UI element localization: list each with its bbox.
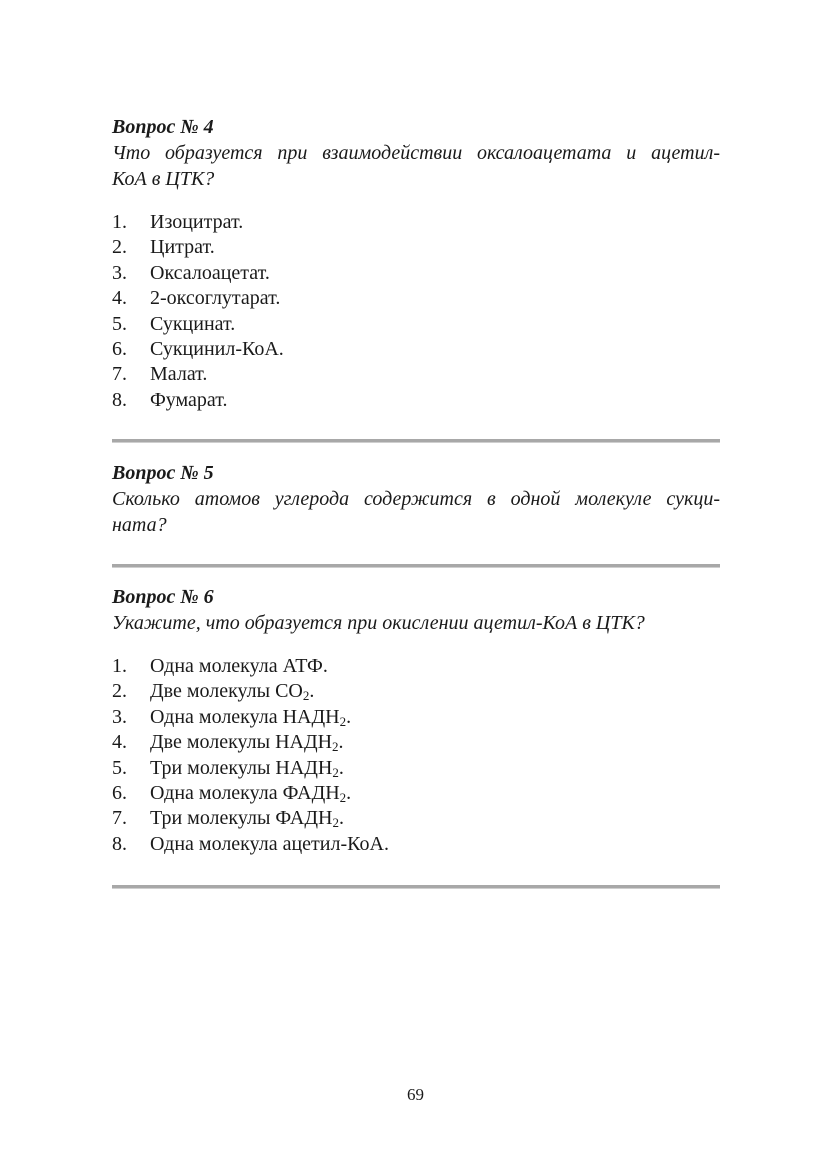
question-title: Вопрос № 5 <box>112 462 214 484</box>
question-text <box>112 610 720 636</box>
question-title: Вопрос № 4 <box>112 116 214 138</box>
option-number: 2. <box>112 680 127 703</box>
subscript: 2 <box>332 739 339 755</box>
answer-option <box>112 806 720 831</box>
question-4 <box>112 114 720 413</box>
answer-option <box>112 730 720 755</box>
option-number: 3. <box>112 705 127 728</box>
option-number: 5. <box>112 312 127 335</box>
option-number: 2. <box>112 236 127 259</box>
subscript: 2 <box>332 815 339 831</box>
option-text: Три молекулы $НАДН_2$. <box>150 756 344 780</box>
section-divider <box>112 564 720 568</box>
question-text-line: ната? <box>112 514 167 536</box>
option-number: 8. <box>112 388 127 411</box>
section-divider <box>112 885 720 889</box>
page-number: 69 <box>407 1085 424 1104</box>
question-title: Вопрос № 6 <box>112 586 214 608</box>
answer-option <box>112 679 720 704</box>
option-text: Оксалоацетат. <box>150 261 270 284</box>
option-text: Одна молекула $ФАДН_2$. <box>150 782 352 806</box>
option-text: Одна молекула АТФ. <box>150 655 328 677</box>
option-text: Две молекулы $CO_2$. <box>150 680 315 704</box>
option-number: 1. <box>112 211 127 233</box>
option-text: Две молекулы $НАДН_2$. <box>150 731 344 755</box>
answer-option <box>112 832 720 857</box>
option-text: Фумарат. <box>150 388 228 411</box>
subscript: 2 <box>302 688 310 704</box>
answer-option <box>112 286 720 311</box>
question-text <box>112 486 720 538</box>
subscript: 2 <box>339 790 347 806</box>
answer-options <box>112 210 720 413</box>
option-text: Цитрат. <box>150 236 215 259</box>
answer-option <box>112 705 720 730</box>
section-divider <box>112 439 720 443</box>
subscript: 2 <box>332 764 339 780</box>
option-text: Сукцинил-КоА. <box>150 338 284 361</box>
answer-option <box>112 337 720 362</box>
option-text: Одна молекула ацетил-КоА. <box>150 832 389 855</box>
option-text: Сукцинат. <box>150 312 236 335</box>
answer-option <box>112 756 720 781</box>
option-text: Малат. <box>150 363 208 386</box>
option-number: 6. <box>112 338 127 361</box>
option-number: 4. <box>112 287 127 310</box>
option-number: 4. <box>112 731 127 754</box>
question-text-line: КоА в ЦТК? <box>112 168 215 190</box>
answer-option <box>112 654 720 679</box>
answer-option <box>112 362 720 387</box>
option-number: 7. <box>112 363 127 386</box>
option-text: 2-оксоглутарат. <box>150 287 281 310</box>
question-text-line: Сколько атомов углерода содержится в одной молекуле сукци- <box>112 488 720 510</box>
option-number: 1. <box>112 655 127 677</box>
option-number: 5. <box>112 756 127 779</box>
subscript: 2 <box>339 713 347 729</box>
answer-option <box>112 781 720 806</box>
option-number: 8. <box>112 832 127 855</box>
option-number: 7. <box>112 807 127 830</box>
question-6 <box>112 584 720 857</box>
answer-option <box>112 388 720 413</box>
option-text: Изоцитрат. <box>150 211 244 233</box>
question-text <box>112 140 720 192</box>
answer-option <box>112 235 720 260</box>
option-number: 3. <box>112 261 127 284</box>
answer-option <box>112 261 720 286</box>
answer-options <box>112 654 720 857</box>
option-text: Одна молекула $НАДН_2$. <box>150 705 352 729</box>
option-text: Три молекулы $ФАДН_2$. <box>150 807 344 831</box>
answer-option <box>112 312 720 337</box>
question-text-line: Что образуется при взаимодействии оксалоацетата и ацетил- <box>112 142 720 164</box>
question-5 <box>112 460 720 538</box>
question-text-line: Укажите, что образуется при окислении ацетил-КоА в ЦТК? <box>112 612 645 634</box>
option-number: 6. <box>112 782 127 805</box>
answer-option <box>112 210 720 235</box>
